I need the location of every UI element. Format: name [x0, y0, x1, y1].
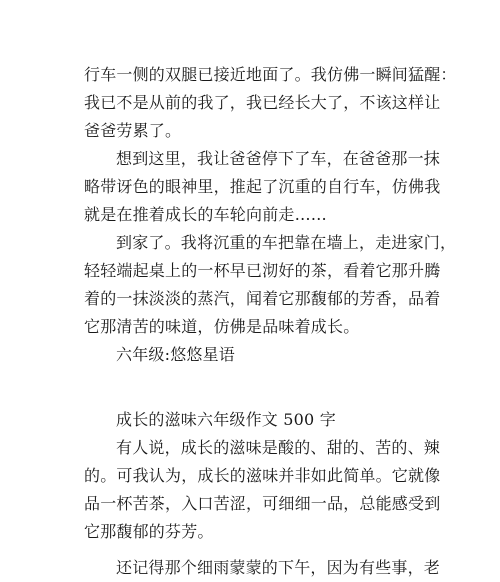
- paragraph: [84, 229, 457, 341]
- text-line: 着的一抹淡淡的蒸汽，闻着它那馥郁的芳香，品着: [84, 289, 441, 308]
- paragraph: [84, 145, 441, 229]
- text-line: 我已不是从前的我了，我已经长大了，不该这样让: [84, 93, 441, 112]
- text-line: 就是在推着成长的车轮向前走……: [84, 205, 328, 224]
- text-line: 爸爸劳累了。: [84, 121, 182, 140]
- text-line: 行车一侧的双腿已接近地面了。我仿佛一瞬间猛醒：: [84, 65, 457, 84]
- text-line: 的。可我认为，成长的滋味并非如此简单。它就像: [84, 466, 441, 485]
- text-line: 它那清苦的味道，仿佛是品味着成长。: [84, 317, 360, 336]
- essay-excerpt: [84, 61, 457, 369]
- text-line: 轻轻端起桌上的一杯早已沏好的茶，看着它那升腾: [84, 261, 441, 280]
- text-line: 还记得那个细雨蒙蒙的下午，因为有些事，老: [116, 558, 441, 577]
- text-line: 有人说，成长的滋味是酸的、甜的、苦的、辣: [116, 438, 441, 457]
- author-signature: 六年级:悠悠星语: [116, 345, 235, 364]
- essay-section: [84, 406, 441, 582]
- text-line: 略带讶色的眼神里，推起了沉重的自行车，仿佛我: [84, 177, 441, 196]
- text-line: 想到这里，我让爸爸停下了车，在爸爸那一抹: [116, 149, 441, 168]
- text-line: 到家了。我将沉重的车把靠在墙上，走进家门，: [116, 233, 457, 252]
- paragraph: [84, 61, 457, 145]
- essay-title: 成长的滋味六年级作文 500 字: [116, 410, 336, 429]
- text-line: 品一杯苦茶，入口苦涩，可细细一品，总能感受到: [84, 494, 441, 513]
- paragraph: [84, 434, 441, 546]
- text-line: 它那馥郁的芬芳。: [84, 522, 214, 541]
- paragraph: [84, 554, 441, 582]
